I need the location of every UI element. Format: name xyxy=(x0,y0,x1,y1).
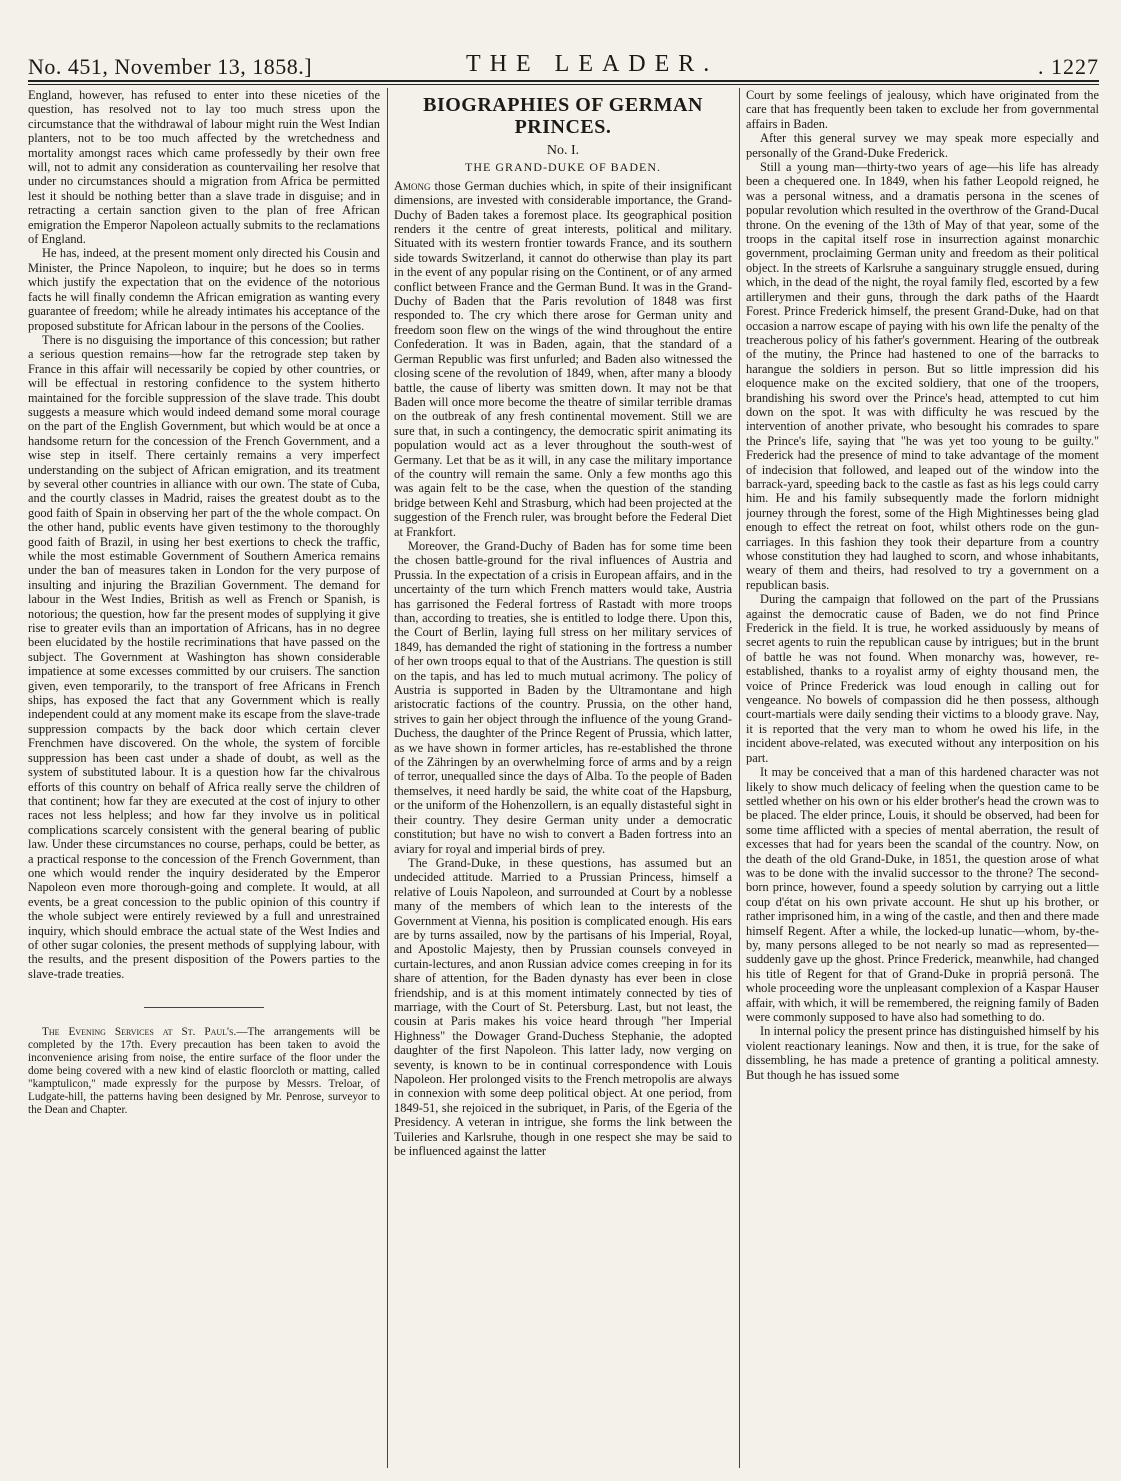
note-body: —The arrangements will be completed by the 17th. Every precaution has been taken to avoid the inconvenience arising from noise, the entire surface of the floor under the dome being covered with a new kind of elastic floorcloth or matting, called "kamptulicon," made expressly for the purpose by Messrs. Treloar, of Ludgate-hill, the patterns having been designed by Mr. Penrose, surveyor to the Dean and Chapter. xyxy=(28,1026,380,1117)
paragraph: those German duchies which, in spite of their insignificant dimensions, are invested with considerable importance, the Grand-Duchy of Baden takes a foremost place. Its geographical position renders it the centre of great interests, political and military. Situated with its western frontier towards France, and its southern side towards Switzerland, it cannot do otherwise than play its part in the event of any popular rising on the Continent, or of any armed conflict between France and the German Bund. It was in the Grand-Duchy of Baden that the Paris revolution of 1848 was first responded to. The cry which there arose for German unity and freedom soon flew on the wings of the wind throughout the entire Confederation. It was in Baden, again, that the standard of a German Republic was first unfurled; and Baden also witnessed the closing scene of the revolution of 1849, when, after many a bloody battle, the cause of liberty was smitten down. It may not be that Baden will once more become the theatre of similar terrible dramas on the outbreak of any fresh continental movement. Still we are sure that, in such a contingency, the democratic spirit animating its population would act as a lever throughout the south-west of Germany. Let that be as it will, in any case the military importance of the country will remain the same. Only a few months ago this was again felt to be the case, when the question of the standing bridge between Kehl and Strasburg, which had been projected at the suggestion of the French ruler, was brought before the Federal Diet at Frankfort. xyxy=(394,178,732,539)
column-2 xyxy=(394,88,732,1468)
paragraph: Still a young man—thirty-two years of age—his life has already been a chequered one. In 1849, when his father Leopold reigned, he was a personal witness, and a dramatis persona in the scenes of popular revolution which resulted in the overthrow of the Grand-Ducal throne. On the evening of the 13th of May of that year, some of the troops in the capital itself rose in insurrection against monarchic government, proclaiming German unity and freedom as their political object. In the streets of Karlsruhe a sanguinary struggle ensued, during which, in the dead of the night, the royal family fled, escorted by a few artillerymen and their guns, through the dark paths of the Haardt Forest. Prince Frederick himself, the present Grand-Duke, had on that occasion a narrow escape of paying with his own life the penalty of the treacherous policy of his father's government. Hearing of the outbreak of the mutiny, the Prince had hastened to one of the barracks to harangue the soldiers in person. But so little impression did his eloquence make on the excited soldiery, that one of the troopers, brandishing his sword over the Prince's head, attempted to cut him down on the spot. It was with difficulty he was rescued by the intervention of another private, who besought his comrades to spare the Prince's life, saying that "he was yet too young to be guilty." Frederick had the presence of mind to take advantage of the moment of indecision that followed, and leaped out of the window into the barrack-yard, speeding back to the castle as fast as his legs could carry him. He and his family subsequently made the forlorn midnight journey through the forest, some of the High Mightinesses being glad enough to effect the retreat on foot, whilst others rode on the gun-carriages. In this fashion they took their departure from a country whose constitution they had laughed to scorn, and whose inhabitants, weary of them and theirs, had resolved to try a government on a republican basis. xyxy=(746,160,1099,592)
paragraph: There is no disguising the importance of this concession; but rather a serious question remains—how far the retrograde step taken by France in this affair will necessarily be copied by other countries, or will be effectual in restoring confidence to the system hitherto maintained for the forcible suppression of the slave trade. This doubt suggests a measure which would indeed demand some moral courage on the part of the English Government, but which would be at once a handsome return for the concession of the French Government, and a wise step in itself. There certainly remains a very imperfect understanding on the subject of African emigration, and its treatment by several other countries in alliance with our own. The state of Cuba, and the courtly classes in Madrid, raises the greatest doubt as to the good faith of Spain in observing her part of the the whole compact. On the other hand, public events have given testimony to the thoroughly good faith of Brazil, in using her best exertions to check the traffic, while the most estimable Government of Southern America remains under the ban of measures taken in London for the very purpose of insulting and injuring the Brazilian Government. The demand for labour in the West Indies, British as well as French or Spanish, is notorious; the question, how far the present modes of supplying it give rise to greater evils than an importation of Africans, has in no degree been elucidated by the hostile recriminations that have passed on the subject. The Government at Washington has shown considerable impatience at some excesses committed by our cruisers. The sanction given, even temporarily, to the transport of free Africans in French ships, has exposed the fact that any Government which is really independent could at any moment make its escape from the slave-trade suppression compacts by the back door which certain clever Frenchmen have discovered. On the whole, the system of forcible suppression has been cast under a shade of doubt, as well as the system of substituted labour. It is a question how far the chivalrous efforts of this country on behalf of Africa really serve the children of that continent; how far they are executed at the cost of injury to other races not less helpless; and how far they involve us in political complications scarcely consistent with the general bearing of public law. Under these circumstances no course, perhaps, could be better, as a practical response to the concession of the French Government, than one which would render the inquiry desiderated by the Emperor Napoleon even more thorough-going and complete. It would, at all events, be a great concession to the public opinion of this country if the whole subject were entirely reviewed by a full and unrestrained inquiry, which should embrace the actual state of the West Indies and of other sugar colonies, the present methods of supplying labour, with the results, and the present disposition of the Powers parties to the slave-trade treaties. xyxy=(28,332,380,981)
masthead xyxy=(28,46,1099,80)
paragraph: During the campaign that followed on the part of the Prussians against the democratic cause of Baden, we do not find Prince Frederick in the field. It is true, he worked assiduously by means of secret agents to ruin the republican cause by intrigues; but in the brunt of battle he was not found. When monarchy was, however, re-established, thanks to a royalist army of eighty thousand men, the voice of Prince Frederick was loud enough in calling out for vengeance. No bowels of compassion did he then possess, although court-martials were daily sending their victims to a bloody grave. Nay, it is reported that the very man to whom he owed his life, in the incident above-related, was executed without any interposition on his part. xyxy=(746,592,1099,765)
news-note xyxy=(28,1026,380,1117)
paragraph: Court by some feelings of jealousy, which have originated from the care that has frequently been taken to exclude her from governmental affairs in Baden. xyxy=(746,88,1099,131)
paragraph: After this general survey we may speak more especially and personally of the Grand-Duke Frederick. xyxy=(746,131,1099,160)
drop-word: Among xyxy=(394,178,431,193)
paragraph: Moreover, the Grand-Duchy of Baden has for some time been the chosen battle-ground for the rival influences of Austria and Prussia. In the expectation of a crisis in European affairs, and in the uncertainty of the turn which French matters would take, Austria has garrisoned the Federal fortress of Rastadt with more troops than, according to treaties, she is entitled to lodge there. Upon this, the Court of Berlin, laying full stress on her military services of 1849, has demanded the right of stationing in the fortress a number of her own troops equal to that of the Austrians. The question is still on the tapis, and has led to much mutual acrimony. The policy of Austria is supported in Baden by the Ultramontane and high aristocratic factions of the country. Prussia, on the other hand, strives to gain her object through the influence of the young Grand-Duchess, the daughter of the Prince Regent of Prussia, which latter, as we have shown in former articles, has re-established the throne of the Zähringen by an overwhelming force of arms and by a reign of terror, unequalled since the days of Alba. To the people of Baden themselves, it need hardly be said, the white coat of the Hapsburg, or the uniform of the Hohenzollern, is an equally distasteful sight in their country. They desire German unity under a democratic constitution; but have no wish to convert a Baden fortress into an aviary for royal and imperial birds of prey. xyxy=(394,538,732,856)
column-1 xyxy=(28,88,380,1468)
paragraph: It may be conceived that a man of this hardened character was not likely to show much delicacy of feeling when the question came to be settled whether on his own or his elder brother's head the crown was to be placed. The elder prince, Louis, it should be observed, had been for some time afflicted with a species of mental aberration, the result of excesses that had for years been the scandal of the country. Now, on the death of the old Grand-Duke, in 1851, the question arose of what was to be done with the invalid successor to the throne? The second-born prince, however, found a speedy solution by carrying out a little coup d'état on his own private account. He shut up his brother, or rather imprisoned him, in a wing of the castle, and then and there made himself Regent. After a while, the locked-up lunatic—whom, by-the-by, many persons alleged to be not nearly so mad as represented—suddenly gave up the ghost. Prince Frederick, meanwhile, had changed his title of Regent for that of Grand-Duke in propriâ personâ. The whole proceeding wore the unpleasant complexion of a Kaspar Hauser affair, with which, it will be remembered, the reigning family of Baden were commonly supposed to have also had something to do. xyxy=(746,765,1099,1024)
separator-rule xyxy=(144,1007,264,1008)
paragraph: In internal policy the present prince has distinguished himself by his violent reactionary leanings. Now and then, it is true, for the sake of dissembling, he has made a pretence of granting a political amnesty. But though he has issued some xyxy=(746,1024,1099,1082)
paragraph: He has, indeed, at the present moment only directed his Cousin and Minister, the Prince Napoleon, to inquire; but he does so in terms which justify the expectation that on the evidence of the notorious facts he will finally condemn the African emigration as wanting every guarantee of freedom; while he already intimates his acceptance of the proposed substitute for African labour in the persons of the Coolies. xyxy=(28,246,380,333)
paragraph: England, however, has refused to enter into these niceties of the question, has resolved not to lay too much stress upon the circumstance that the withdrawal of labour might ruin the West Indian planters, not to be too much affected by the wretchedness and mortality amongst races which came professedly by their own free will, not to admit any consideration as countervailing her resolve that under no circumstances should a migration from Africa be permitted lest it should be nothing better than a slave trade in disguise; and in retracting a certain sanction given to the plan of free African emigration the Emperor Napoleon actually submits to the reclamations of England. xyxy=(28,88,380,247)
column-divider xyxy=(387,88,388,1468)
article-title: BIOGRAPHIES OF GERMAN PRINCES. xyxy=(423,94,703,138)
note-heading: The Evening Services at St. Paul's. xyxy=(42,1026,237,1039)
issue-info: No. 451, November 13, 1858.] xyxy=(28,54,313,79)
column-3 xyxy=(746,88,1099,1468)
column-divider xyxy=(739,88,740,1468)
article-subtitle: THE GRAND-DUKE OF BADEN. xyxy=(465,160,661,175)
page-number: . 1227 xyxy=(1038,54,1099,79)
article-number: No. I. xyxy=(546,143,580,158)
newspaper-title: THE LEADER. xyxy=(466,51,719,77)
header-rule-thin xyxy=(28,84,1099,85)
columns xyxy=(28,88,1099,1468)
paragraph: The Grand-Duke, in these questions, has assumed but an undecided attitude. Married to a Prussian Princess, himself a relative of Louis Napoleon, and surrounded at Court by a noblesse many of the members of which lean to the interests of the Government at Vienna, his position is complicated enough. His ears are by turns assailed, now by the partisans of his Imperial, Royal, and Apostolic Majesty, then by Prussian counsels conveyed in curtain-lectures, and anon Russian advice comes creeping in for its share of attention, for the Baden dynasty has ever been in close friendship, and is at this moment intimately connected by ties of marriage, with the Court of St. Petersburg. Last, but not least, the cousin at Paris makes his voice heard through "her Imperial Highness" the Dowager Grand-Duchess Stephanie, the adopted daughter of the first Napoleon. This latter lady, now verging on seventy, is known to be in continual correspondence with Louis Napoleon. Her prolonged visits to the French metropolis are always in connexion with some deep political object. At one period, from 1849-51, she rejoiced in the subriquet, in Paris, of the Egeria of the Presidency. A veteran in intrigue, she forms the link between the Tuileries and Karlsruhe, though in one respect she may be said to be influenced against the latter xyxy=(394,855,732,1159)
header-rule xyxy=(28,80,1099,82)
